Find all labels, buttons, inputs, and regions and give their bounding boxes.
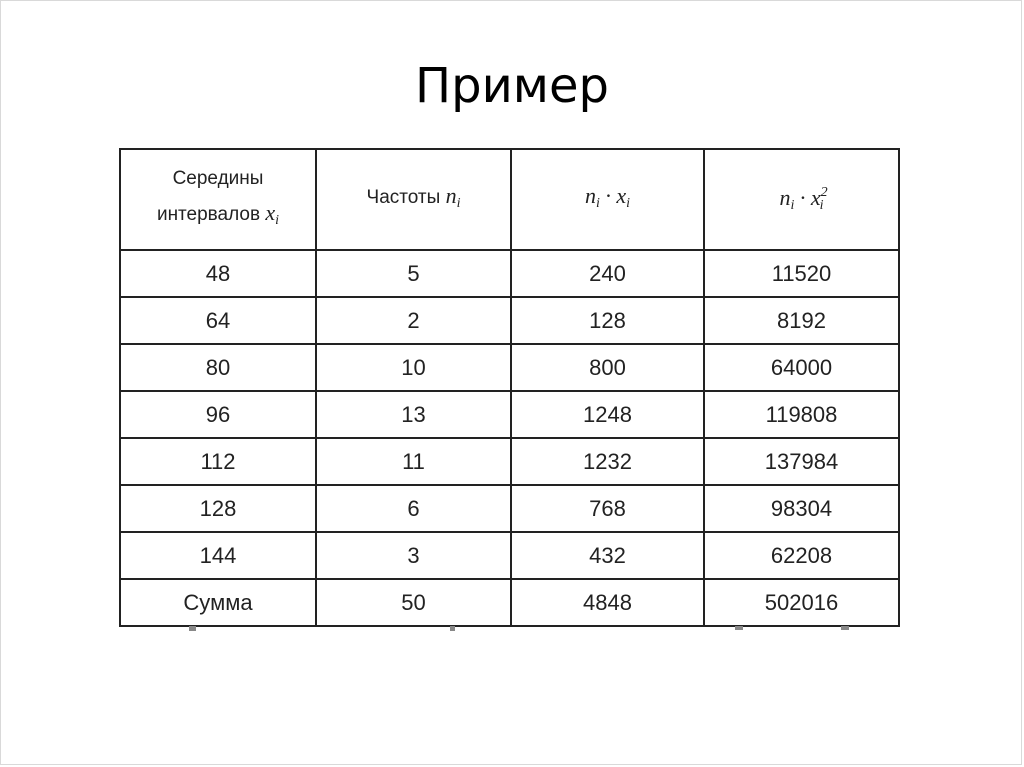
cell-product-squared: 137984: [704, 438, 899, 485]
table-row: [120, 250, 899, 297]
header-product: [511, 149, 704, 250]
cell-product-squared: 8192: [704, 297, 899, 344]
cell-midpoint: 64: [120, 297, 316, 344]
slide-title: Пример: [415, 58, 609, 114]
cell-frequency: 13: [316, 391, 511, 438]
frequency-table: [119, 148, 900, 627]
frequency-table-container: [119, 148, 900, 627]
cell-product: 1232: [511, 438, 704, 485]
table-row: [120, 532, 899, 579]
cell-midpoint: 112: [120, 438, 316, 485]
cell-frequency: 10: [316, 344, 511, 391]
cell-midpoint: 96: [120, 391, 316, 438]
cell-product-squared: 119808: [704, 391, 899, 438]
table-row: [120, 485, 899, 532]
math-ni-xi: $n_i \cdot x_i$: [584, 182, 631, 211]
cell-midpoint: 48: [120, 250, 316, 297]
header-interval-midpoints: [120, 149, 316, 250]
cell-frequency: 6: [316, 485, 511, 532]
table-row: [120, 297, 899, 344]
header-line2-text: интервалов: [156, 203, 261, 225]
table-header-row: [120, 149, 899, 250]
cell-product-squared: 62208: [704, 532, 899, 579]
cell-total-product: 4848: [511, 579, 704, 626]
table-row: [120, 344, 899, 391]
cell-product-squared: 64000: [704, 344, 899, 391]
math-n-i: $n_i$: [445, 182, 461, 211]
header-line2: [121, 196, 315, 238]
cell-product: 1248: [511, 391, 704, 438]
cell-product: 128: [511, 297, 704, 344]
header-line1: Середины: [172, 167, 264, 189]
cell-total-label: Сумма: [120, 579, 316, 626]
cell-total-frequency: 50: [316, 579, 511, 626]
header-frequencies: [316, 149, 511, 250]
table-row: [120, 391, 899, 438]
cropped-text-remnant: [119, 626, 900, 638]
header-frequencies-text: Частоты: [366, 186, 441, 208]
cell-product: 800: [511, 344, 704, 391]
cell-midpoint: 144: [120, 532, 316, 579]
cell-product: 432: [511, 532, 704, 579]
header-product-squared: [704, 149, 899, 250]
cell-frequency: 11: [316, 438, 511, 485]
table-total-row: [120, 579, 899, 626]
cell-frequency: 2: [316, 297, 511, 344]
cell-midpoint: 128: [120, 485, 316, 532]
cell-product-squared: 11520: [704, 250, 899, 297]
cell-frequency: 3: [316, 532, 511, 579]
cell-product: 240: [511, 250, 704, 297]
table-row: [120, 438, 899, 485]
cell-total-product-squared: 502016: [704, 579, 899, 626]
cell-midpoint: 80: [120, 344, 316, 391]
cell-product-squared: 98304: [704, 485, 899, 532]
math-x-i: $x_i$: [265, 199, 280, 228]
cell-frequency: 5: [316, 250, 511, 297]
math-ni-xi-squared: $n_i \cdot x^2_i$: [779, 185, 828, 213]
cell-product: 768: [511, 485, 704, 532]
